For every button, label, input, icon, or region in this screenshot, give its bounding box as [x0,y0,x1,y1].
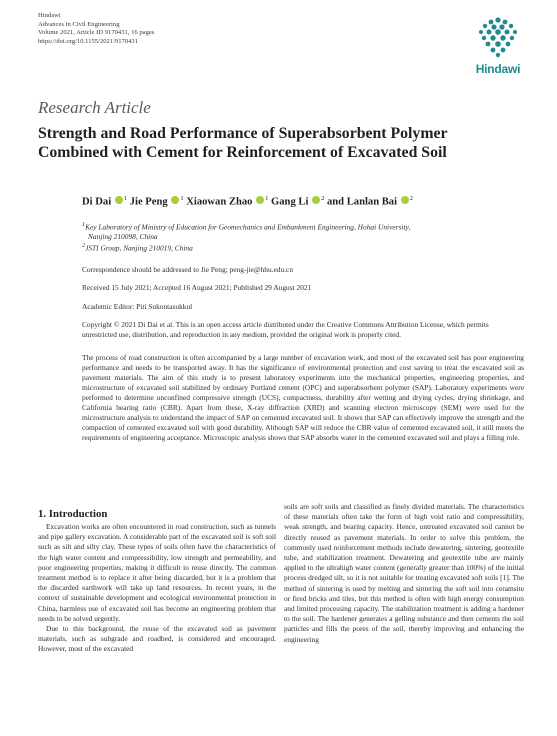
author-name: Xiaowan Zhao [186,196,253,208]
copyright-notice: Copyright © 2021 Di Dai et al. This is an open access article distributed under the Creative Commons Attribution License, which permits unrestricted use, distribution, and reproduction in any medium, provided the original work is properly cited. [82,320,489,339]
author-name: Gang Li [271,196,309,208]
paragraph: soils are soft soils and classified as finely divided materials. The characteristics of these materials often take the form of high void ratio and compressibility, weak strength, and bearing capacity. Hence, untreated excavated soil cannot be directly reused as pavement materials. In order to solve this problem, the commonly used reinforcement methods include dewatering, sintering, geotextile tube, and stabilization treatment. Dewatering and geotextile tube are mainly applied to the ultrahigh water content (generally greater than 100%) of the initial process dredged silt, so it is not suitable for treating excavated soft soils [1]. The method of sintering is used by melting and sintering the soft soil into ceramsite or fired bricks and tiles, but this method is often with high energy consumption and limited processing capacity. The stabilization treatment is adding a hardener to the soil. The hardener generates a gelling substance and then cements the soil particles and fills the pores of the soil, thereby improving and enhancing the engineering [284,502,524,644]
author-affiliation-ref: 1 [265,195,269,202]
affiliation-2: $^2$JSTI Group, Nanjing 210019, China [82,243,193,253]
paragraph: Excavation works are often encountered in road construction, such as tunnels and pipe gallery excavation. A considerable part of the excavated soil is soft soil such as silt and silty clay. These types of soils often have the characteristics of the high water content and compressibility, low strength and permeability, and poor engineering properties, making it difficult to reuse directly. The common treatment method is to replace it after being discarded, but it is a problem that the discarded earthwork will take up land resources. In recent years, in the context of sustainable development and ecological environmental protection in China, harmless use of excavated soil has become an engineering problem that needs to be solved urgently. [38,522,276,623]
orcid-icon[interactable] [115,196,123,204]
journal-name: Advances in Civil Engineering [38,20,120,28]
academic-editor: Academic Editor: Piti Sukontasukkul [82,302,193,311]
author-name: Di Dai [82,196,112,208]
correspondence: Correspondence should be addressed to Jie Peng; peng-jie@hhu.edu.cn [82,265,294,274]
affiliation-1-cont: Nanjing 210098, China [88,232,158,242]
paragraph: Due to this background, the reuse of the excavated soil as pavement materials, such as subgrade and roadbed, is considered and encouraged. However, most of the excavated [38,624,276,654]
body-column-left [38,522,276,655]
author-name: Jie Peng [129,196,168,208]
section-heading: 1. Introduction [38,508,108,520]
orcid-icon[interactable] [171,196,179,204]
affiliations [82,221,522,253]
orcid-icon[interactable] [401,196,409,204]
author-affiliation-ref: 1 [180,195,184,202]
publisher-name: Hindawi [38,12,61,19]
body-column-right [284,502,524,645]
paper-title: Strength and Road Performance of Superabsorbent Polymer Combined with Cement for Reinforcement of Excavated Soil [38,125,448,161]
affiliation-1: $^1$Key Laboratory of Ministry of Education for Geomechanics and Embankment Engineering, Hohai University, [82,222,411,232]
logo-text: Hindawi [475,62,521,76]
author-affiliation-ref: 1 [123,195,128,202]
orcid-icon[interactable] [256,196,264,204]
doi-link[interactable]: https://doi.org/10.1155/2021/9170431 [38,37,139,45]
author-name: Lanlan Bai [346,196,398,208]
orcid-icon[interactable] [312,196,320,204]
author-affiliation-ref: 2 [409,195,413,202]
publication-dates: Received 15 July 2021; Accepted 16 August 2021; Published 29 August 2021 [82,283,312,292]
author-list: Di Dai $^1$ Jie Peng $^1$ Xiaowan Zhao $^1$ Gang Li $^2$ and Lanlan Bai $^2$ [82,195,413,208]
hindawi-logo [459,12,537,76]
abstract: The process of road construction is often accompanied by a large number of excavation work, and most of the excavated soil has poor engineering performance and needs to be transported away. It has the significance of environmental protection and cost saving to treat the excavated soil as pavement materials. The aim of this study is to present laboratory experiments into the mechanical properties, engineering properties, and microstructure of excavated soil stabilized by ordinary Portland cement (OPC) and superabsorbent polymer (SAP). Laboratory experiments were performed to determine unconfined compressive strength (UCS), compactness, durability after wetting and drying cycles, drying shrinkage, and California bearing ratio (CBR). Apart from these, X-ray diffraction (XRD) and scanning electron microscopy (SEM) were used for the microstructure analysis to understand the impact of SAP on cemented excavated soil. It shows that SAP can effectively improve the strength and the compaction of cemented excavated soil with good durability. Although SAP will reduce the CBR value of cemented excavated soil, it still meets the requirements of engineering acceptance. Microscopic analysis shows that SAP absorbs water in the cemented excavated soil and plays a filling role. [82,353,524,442]
journal-meta [38,12,154,46]
article-type: Research Article [38,98,151,117]
author-affiliation-ref: 2 [321,195,325,202]
volume-info: Volume 2021, Article ID 9170431, 16 pages [38,29,155,37]
hindawi-logo-icon [459,12,537,62]
